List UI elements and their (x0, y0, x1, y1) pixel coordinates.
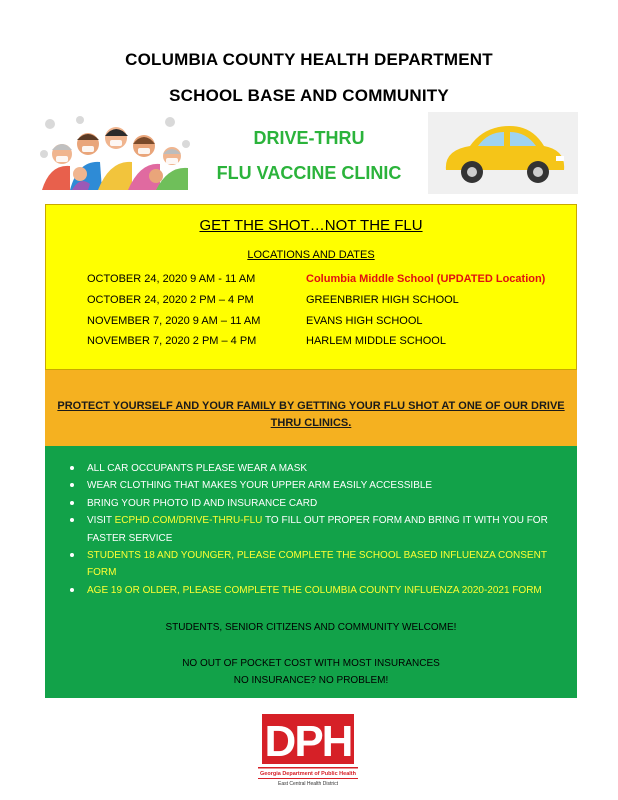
schedule-date: NOVEMBER 7, 2020 2 PM – 4 PM (87, 335, 257, 348)
schedule-location: HARLEM MIDDLE SCHOOL (306, 335, 446, 348)
list-item: WEAR CLOTHING THAT MAKES YOUR UPPER ARM EASILY ACCESSIBLE (69, 477, 569, 494)
page-subtitle: SCHOOL BASE AND COMMUNITY (169, 86, 449, 105)
insurance-message: NO INSURANCE? NO PROBLEM! (233, 675, 389, 686)
list-item (69, 512, 569, 547)
schedule-subheading: LOCATIONS AND DATES (247, 249, 375, 261)
schedule-location: Columbia Middle School (UPDATED Location) (306, 273, 546, 285)
clinic-type: DRIVE-THRU (253, 128, 365, 148)
list-item: AGE 19 OR OLDER, PLEASE COMPLETE THE COLUMBIA COUNTY INFLUENZA 2020-2021 FORM (69, 582, 569, 599)
schedule-date: OCTOBER 24, 2020 2 PM – 4 PM (87, 293, 254, 306)
visit-text-rest: TO FILL OUT PROPER FORM AND BRING IT WITH YOU FOR FASTER SERVICE (87, 515, 548, 544)
list-item: ALL CAR OCCUPANTS PLEASE WEAR A MASK (69, 460, 569, 477)
visit-text: VISIT (87, 515, 115, 527)
schedule-location: EVANS HIGH SCHOOL (306, 314, 423, 327)
page-title: COLUMBIA COUNTY HEALTH DEPARTMENT (125, 50, 493, 69)
logo-letters: DPH (264, 717, 352, 766)
schedule-date: NOVEMBER 7, 2020 9 AM – 11 AM (87, 314, 261, 327)
clinic-name: FLU VACCINE CLINIC (216, 163, 402, 183)
instructions-list (69, 460, 569, 599)
schedule-location: GREENBRIER HIGH SCHOOL (306, 293, 459, 306)
protect-message: PROTECT YOURSELF AND YOUR FAMILY BY GETTING YOUR FLU SHOT AT ONE OF OUR DRIVE THRU CLINICS. (57, 400, 565, 429)
list-item: STUDENTS 18 AND YOUNGER, PLEASE COMPLETE THE SCHOOL BASED INFLUENZA CONSENT FORM (69, 547, 569, 582)
welcome-message: STUDENTS, SENIOR CITIZENS AND COMMUNITY WELCOME! (165, 622, 457, 633)
dph-logo (248, 708, 368, 790)
cost-message: NO OUT OF POCKET COST WITH MOST INSURANCES (182, 658, 440, 669)
schedule-heading: GET THE SHOT…NOT THE FLU (199, 217, 423, 234)
car-illustration (428, 112, 578, 194)
logo-caption: Georgia Department of Public Health (260, 771, 356, 777)
logo-district: East Central Health District (277, 781, 339, 787)
form-link[interactable]: ECPHD.COM/DRIVE-THRU-FLU (114, 515, 263, 527)
schedule-panel (45, 204, 577, 370)
info-panel (45, 446, 577, 698)
list-item: BRING YOUR PHOTO ID AND INSURANCE CARD (69, 495, 569, 512)
family-illustration (40, 114, 190, 190)
protect-panel (45, 370, 577, 446)
schedule-date: OCTOBER 24, 2020 9 AM - 11 AM (87, 273, 256, 285)
